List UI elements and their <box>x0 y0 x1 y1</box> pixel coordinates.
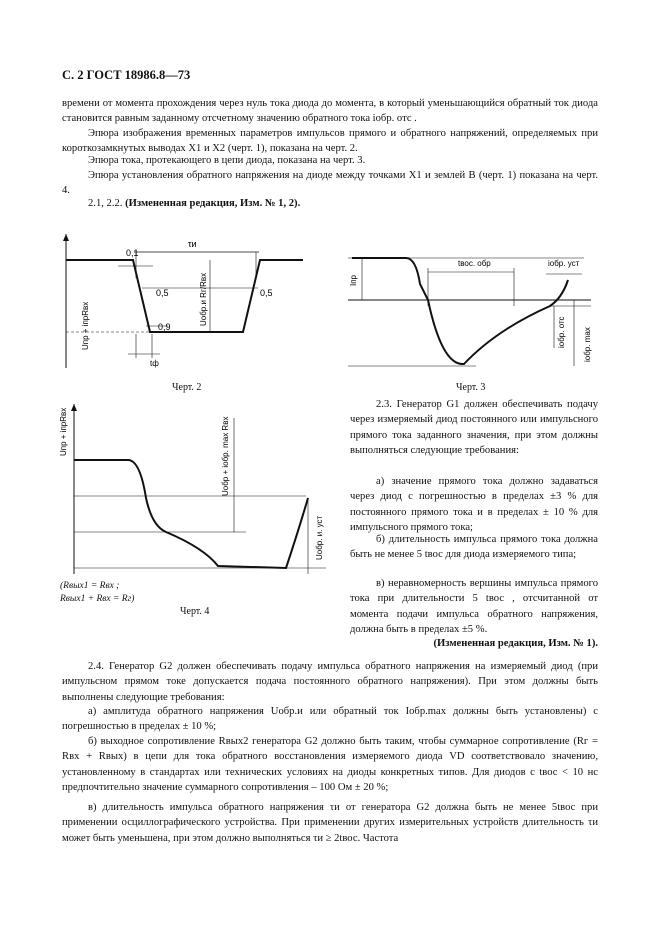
fig4-note-line-2: Rвых1 + Rвх = Rг) <box>60 594 135 604</box>
right-paragraph-4: в) неравномерность вершины импульса прямого тока при длительности 5 tвос , отсчитанной от момента подачи импульса обратного напряжения, должна быть в пределах ±5 %. <box>350 578 598 635</box>
fig2-label-t-r: tф <box>150 359 159 368</box>
fig4-note <box>60 580 134 606</box>
paragraph-5-bold: (Измененная редакция, Изм. № 1, 2). <box>125 198 301 209</box>
fig2-label-0-5-b: 0,5 <box>260 288 273 298</box>
fig3-label-i-max: iобр. max <box>583 327 592 362</box>
paragraph-5 <box>62 196 598 211</box>
fig3-caption: Черт. 3 <box>456 382 486 393</box>
fig3-label-i-pr: Iпр <box>349 274 358 286</box>
bottom-paragraph-1: 2.4. Генератор G2 должен обеспечивать подачу импульса обратного напряжения на измеряемый диод (при импульсном прямом токе допускается подача постоянного обратного напряжения). При этом должны быть выполнены следующие требования: <box>62 661 598 703</box>
fig3-label-i-ots: iобр. отс <box>557 316 566 348</box>
bottom-paragraph-3: б) выходное сопротивление Rвых2 генератора G2 должно быть таким, чтобы суммарное сопротивление (Rг = Rвх + Rвых) в цепи для тока обратного восстановления измеряемого диода VD соответствовало значению, установленному в стандартах или технических условиях на диоды конкретных типов. Для диодов с tвос < 10 нс предпочтительно значение суммарного сопротивления – 100 Ом ± 20 %; <box>62 736 598 794</box>
fig2-label-t-i: τи <box>188 239 197 249</box>
fig2-caption: Черт. 2 <box>172 382 202 393</box>
fig3-label-t-vos: tвос. обр <box>458 259 491 268</box>
fig2-label-0-1: 0,1 <box>126 248 139 258</box>
fig4-label-u2: Uобр. и. уст <box>315 515 324 560</box>
right-paragraph-2: а) значение прямого тока должно задаваться через диод с погрешностью в пределах ±3 % для постоянного прямого тока и в пределах ± 10 % для импульсного прямого тока; <box>350 476 598 533</box>
figure-2 <box>58 228 308 374</box>
figure-4 <box>56 398 346 580</box>
page-header: С. 2 ГОСТ 18986.8—73 <box>62 68 191 82</box>
paragraph-5-prefix: 2.1, 2.2. <box>88 198 126 209</box>
right-paragraph-5: (Измененная редакция, Изм. № 1). <box>433 638 598 649</box>
fig4-label-u1: Uобр + iобр. max Rвх <box>221 416 230 496</box>
paragraph-3: Эпюра тока, протекающего в цепи диода, показана на черт. 3. <box>88 155 366 166</box>
fig4-caption: Черт. 4 <box>180 606 210 617</box>
fig2-u-label: Uобр.и Rг/Rвх <box>199 272 208 326</box>
paragraph-4: Эпюра установления обратного напряжения на диоде между точками X1 и землей B (черт. 1) показана на черт. 4. <box>62 170 598 197</box>
right-paragraph-3: б) длительность импульса прямого тока должна быть не менее 5 tвос для диода измеряемого типа; <box>350 534 598 561</box>
fig2-label-0-5-a: 0,5 <box>156 288 169 298</box>
bottom-paragraph-4: в) длительность импульса обратного напряжения τи от генератора G2 должна быть не менее 5tвос при применении осциллографического устройства. При применении других измерительных устройств длительность τи может быть уменьшена, при этом должно выполняться τи ≥ 2tвос. Частота <box>62 802 598 844</box>
bottom-paragraph-2: а) амплитуда обратного напряжения Uобр.и или обратный ток Iобр.max должны быть установлены) с погрешностью в пределах ± 10 %; <box>62 706 598 733</box>
fig4-y-label: Uпр + iпрRвх <box>59 407 68 456</box>
figure-3 <box>336 244 598 376</box>
fig3-label-i-ust: iобр. уст <box>548 259 580 268</box>
paragraph-2: Эпюра изображения временных параметров импульсов прямого и обратного напряжений, определяемых при короткозамкнутых выводах X1 и X2 (черт. 1), показана на черт. 2. <box>62 128 598 155</box>
right-paragraph-1: 2.3. Генератор G1 должен обеспечивать подачу через измеряемый диод постоянного или импульсного прямого тока заданного значения, при этом должны выполняться следующие требования: <box>350 399 598 456</box>
fig2-label-0-9: 0,9 <box>158 322 171 332</box>
fig2-y-label: Uпр + iпрRвх <box>81 301 90 350</box>
paragraph-1: времени от момента прохождения через нуль тока диода до момента, в который уменьшающийся обратный ток диода становится равным заданному отсчетному значению обратного тока iобр. отс . <box>62 98 598 125</box>
fig4-note-line-1: (Rвых1 = Rвх ; <box>60 581 120 591</box>
